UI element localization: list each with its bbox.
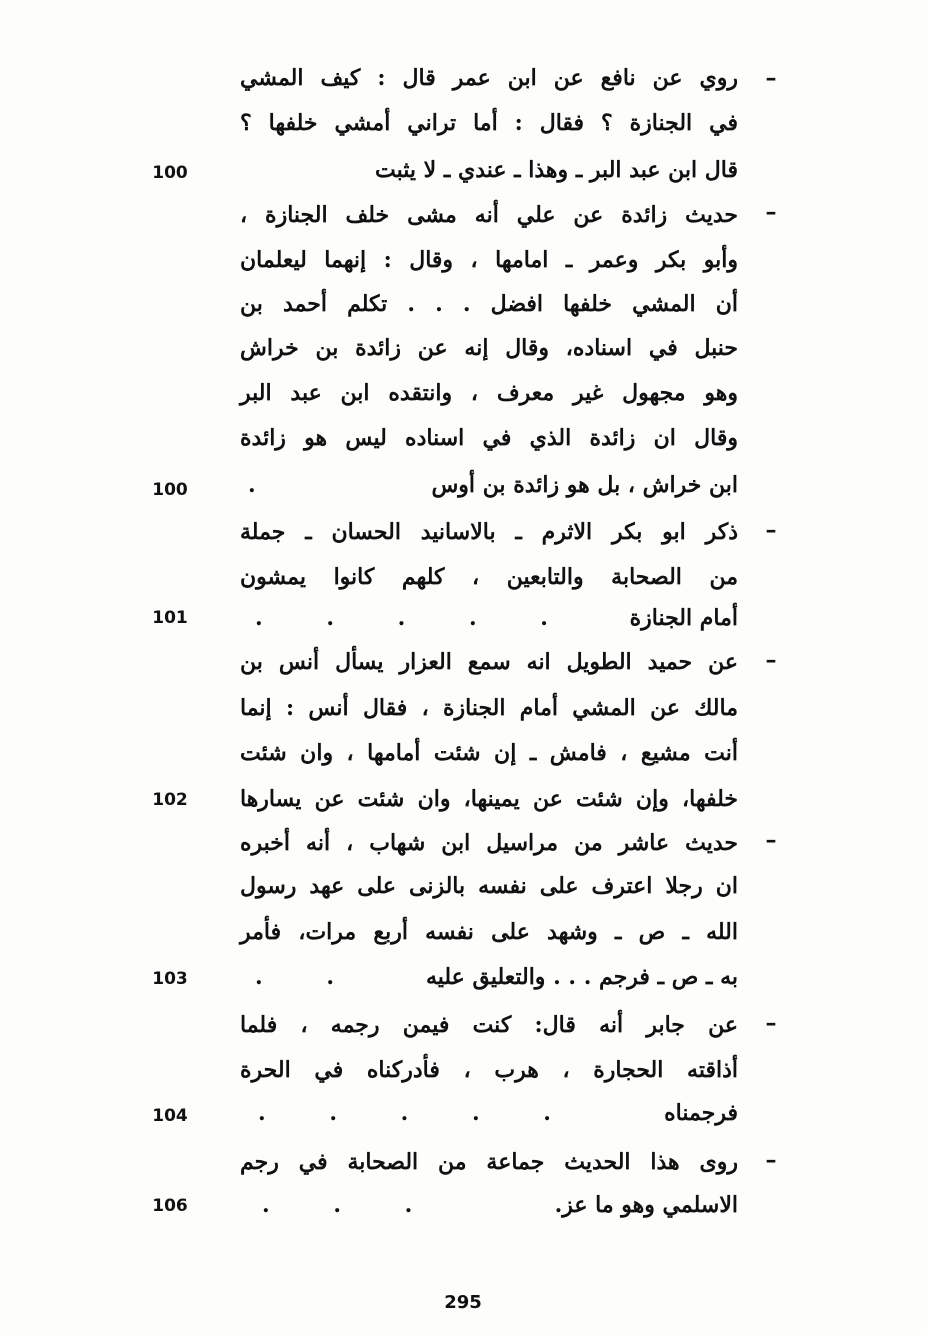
entry-dash: –	[765, 199, 777, 225]
entry-line: ان رجلا اعترف على نفسه بالزنى على عهد رسول	[240, 873, 738, 899]
entry-line: ذكر ابو بكر الاثرم ـ بالاسانيد الحسان ـ جملة	[240, 519, 738, 545]
leader-dots: . .	[255, 964, 334, 990]
entry-dash: –	[765, 827, 777, 853]
entry-line: مالك عن المشي أمام الجنازة ، فقال أنس : إنما	[240, 695, 738, 721]
entry-line: أنت مشيع ، فامش ـ إن شئت أمامها ، وان شئت	[240, 740, 738, 766]
entry-line: به ـ ص ـ فرجم . . . والتعليق عليه	[425, 964, 738, 990]
entry-line: أذاقته الحجارة ، هرب ، فأدركناه في الحرة	[240, 1057, 738, 1083]
entry-dash: –	[765, 1010, 777, 1036]
entry-line: أمام الجنازة	[629, 605, 738, 631]
entry-line: روي عن نافع عن ابن عمر قال : كيف المشي	[240, 65, 739, 91]
leader-dots: . . . . .	[255, 605, 548, 631]
page-reference: 104	[152, 1106, 188, 1126]
leader-dots: . . . . .	[258, 1100, 551, 1126]
entry-line: عن حميد الطويل انه سمع العزار يسأل أنس بن	[240, 649, 738, 675]
page-reference: 102	[152, 790, 188, 810]
page-reference: 100	[152, 480, 188, 500]
entry-line: في الجنازة ؟ فقال : أما تراني أمشي خلفها ؟	[240, 110, 738, 136]
entry-line: أن المشي خلفها افضل . . . تكلم أحمد بن	[240, 291, 738, 317]
entry-line: الاسلمي وهو ما عز.	[554, 1192, 738, 1218]
entry-line: قال ابن عبد البر ـ وهذا ـ عندي ـ لا يثبت	[375, 157, 738, 183]
entry-dash: –	[765, 65, 777, 91]
entry-line: وقال ان زائدة الذي في اسناده ليس هو زائدة	[240, 425, 738, 451]
leader-dots: . . .	[262, 1192, 413, 1218]
entry-line: ابن خراش ، بل هو زائدة بن أوس	[431, 472, 738, 498]
page-reference: 106	[152, 1196, 188, 1216]
entry-line: فرجمناه	[664, 1100, 738, 1126]
entry-line: وأبو بكر وعمر ـ امامها ، وقال : إنهما ليعلمان	[240, 247, 738, 273]
entry-line: وهو مجهول غير معرف ، وانتقده ابن عبد البر	[240, 380, 738, 406]
page-reference: 103	[152, 969, 188, 989]
entry-line: خلفها، وإن شئت عن يمينها، وان شئت عن يسارها	[240, 786, 738, 812]
page-reference: 100	[152, 163, 188, 183]
leader-dots: .	[248, 472, 256, 498]
page-reference: 101	[152, 608, 188, 628]
page-number: 295	[444, 1292, 482, 1313]
entry-line: من الصحابة والتابعين ، كلهم كانوا يمشون	[240, 564, 738, 590]
entry-dash: –	[765, 517, 777, 543]
entry-line: حديث عاشر من مراسيل ابن شهاب ، أنه أخبره	[240, 830, 738, 856]
entry-dash: –	[765, 1147, 777, 1173]
entry-dash: –	[765, 647, 777, 673]
entry-line: حديث زائدة عن علي أنه مشى خلف الجنازة ،	[240, 202, 738, 228]
entry-line: حنبل في اسناده، وقال إنه عن زائدة بن خراش	[240, 335, 738, 361]
entry-line: عن جابر أنه قال: كنت فيمن رجمه ، فلما	[240, 1012, 738, 1038]
entry-line: روى هذا الحديث جماعة من الصحابة في رجم	[240, 1149, 738, 1175]
entry-line: الله ـ ص ـ وشهد على نفسه أربع مرات، فأمر	[240, 919, 738, 945]
